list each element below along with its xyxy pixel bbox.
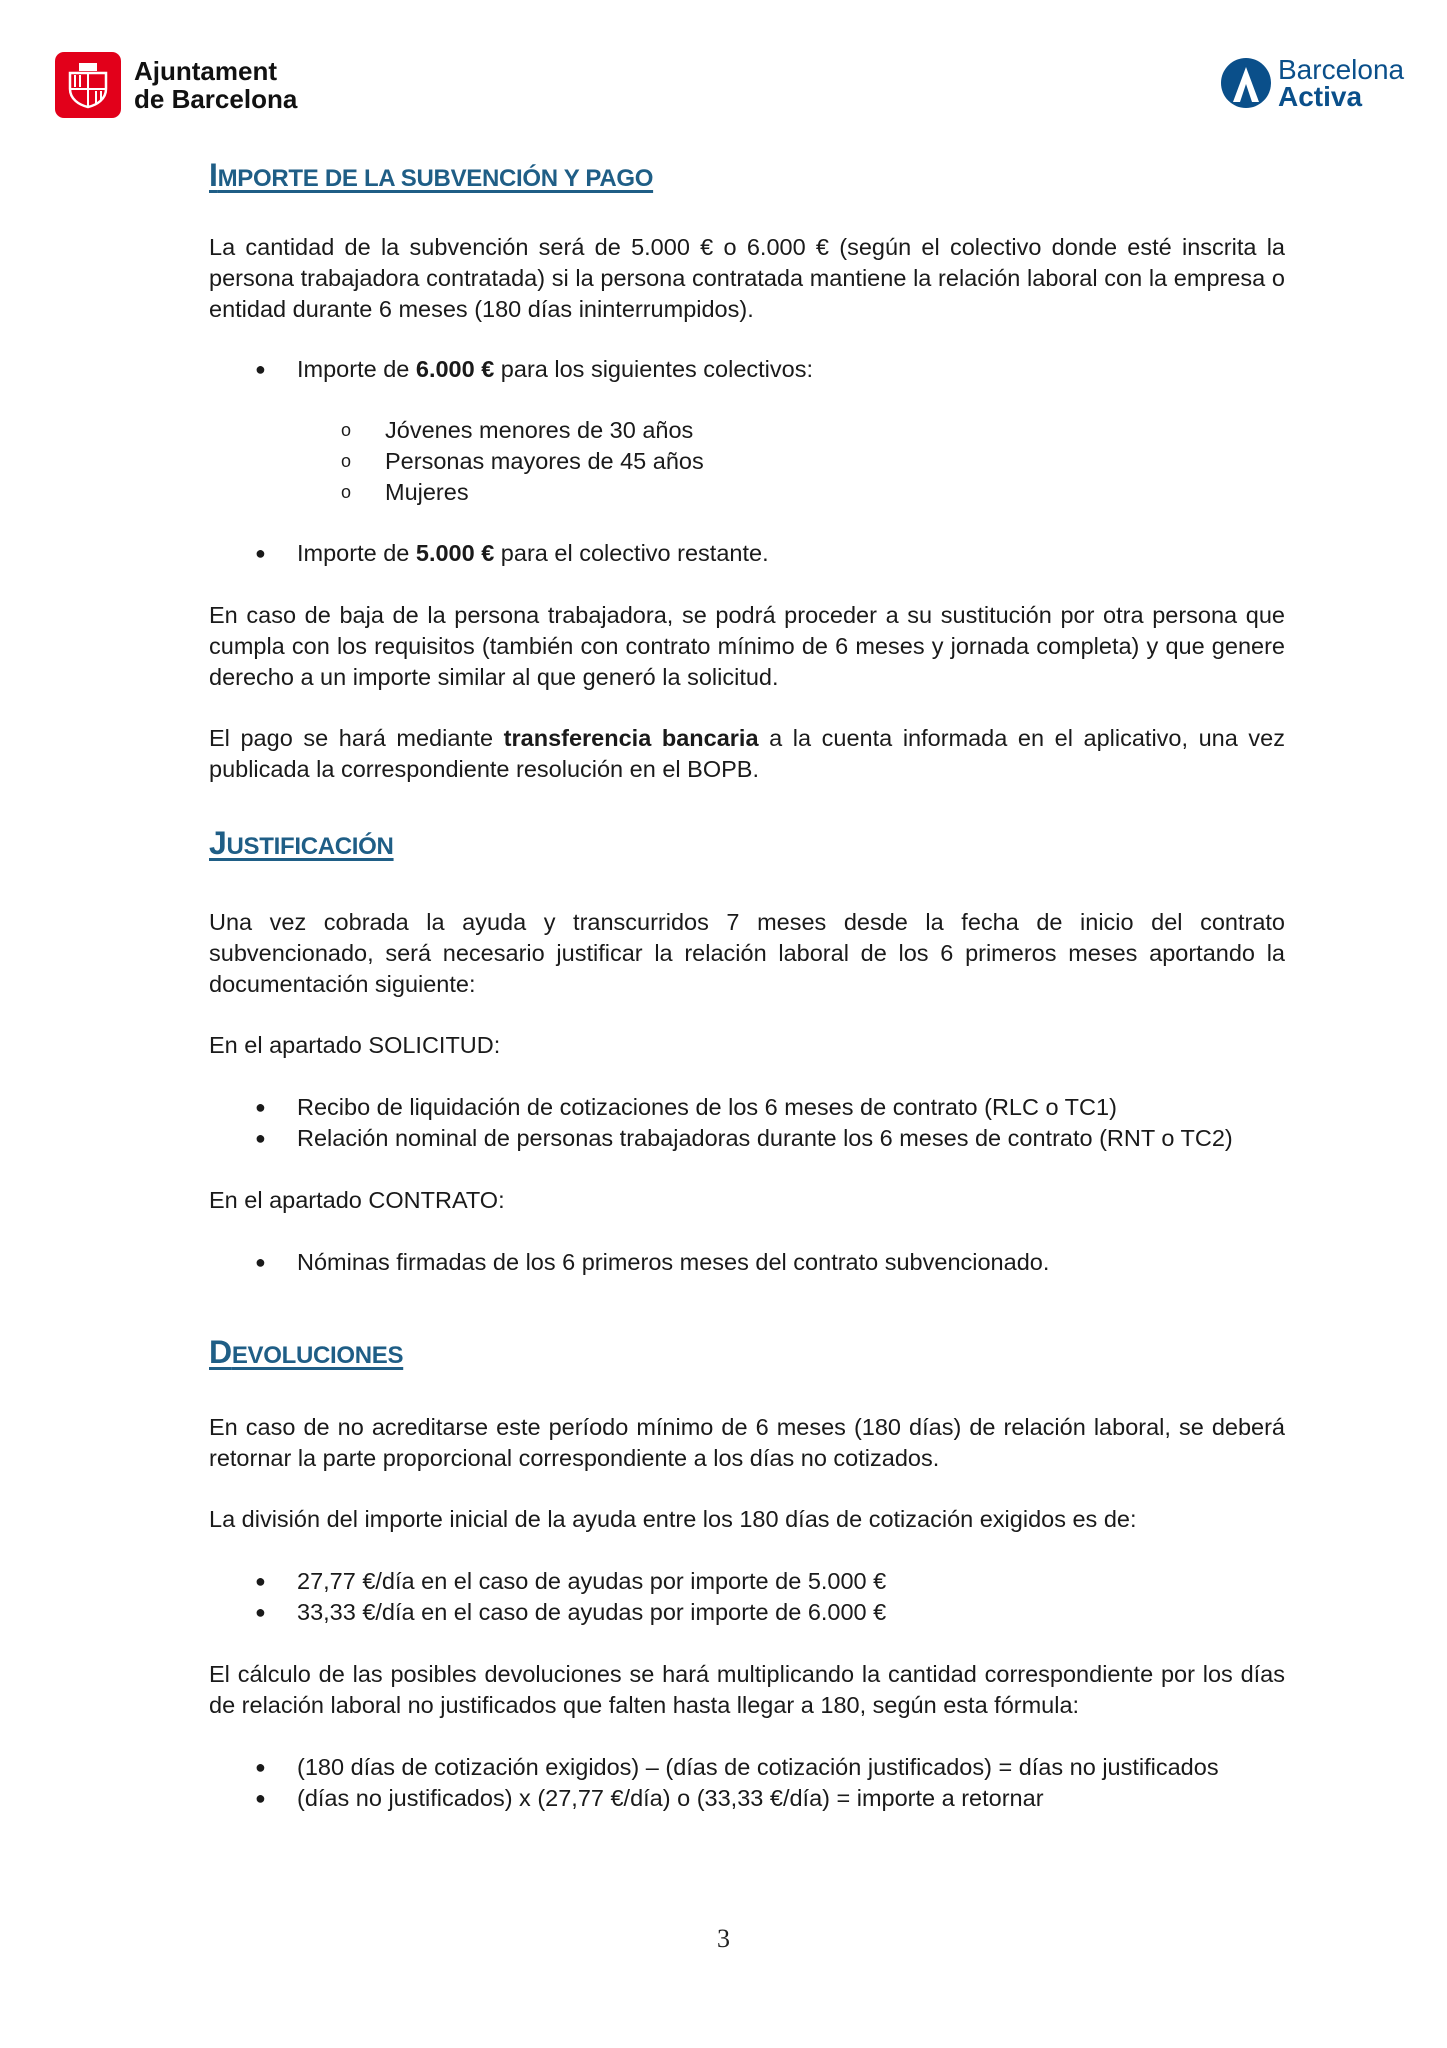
list-item-text: (180 días de cotización exigidos) – (días de cotización justificados) = días no justificados bbox=[297, 1754, 1219, 1780]
barcelona-activa-line1: Barcelona bbox=[1278, 54, 1405, 85]
list-item-text: (días no justificados) x (27,77 €/día) o (33,33 €/día) = importe a retornar bbox=[297, 1785, 1044, 1811]
ajuntament-logo-text bbox=[134, 57, 297, 113]
list-item-text: para los siguientes colectivos: bbox=[494, 356, 813, 382]
heading-rest: MPORTE DE LA SUBVENCIÓN Y PAGO bbox=[217, 165, 654, 192]
bullet-icon: ● bbox=[255, 1602, 266, 1622]
section-heading-justificacion bbox=[209, 825, 394, 862]
barcelona-activa-logo-text bbox=[1278, 56, 1404, 110]
list-item-text: 33,33 €/día en el caso de ayudas por importe de 6.000 € bbox=[297, 1599, 887, 1625]
heading-initial: D bbox=[209, 1334, 232, 1370]
paragraph: En el apartado CONTRATO: bbox=[209, 1187, 505, 1213]
ajuntament-logo-line1: Ajuntament bbox=[134, 56, 277, 86]
list-item-text: Nóminas firmadas de los 6 primeros meses del contrato subvencionado. bbox=[297, 1249, 1050, 1275]
barcelona-activa-line2: Activa bbox=[1278, 81, 1363, 112]
list-item-bold: 6.000 € bbox=[415, 356, 495, 382]
list-item-text: Importe de bbox=[297, 540, 416, 566]
sub-list-item-text: Jóvenes menores de 30 años bbox=[385, 417, 694, 443]
circle-bullet-icon: o bbox=[341, 482, 352, 502]
circle-bullet-icon: o bbox=[341, 451, 352, 471]
paragraph-text: a la cuenta informada en el aplicativo, una vez publicada la correspondiente resolución en el BOPB. bbox=[209, 725, 1285, 782]
list-item-bold: 5.000 € bbox=[415, 540, 495, 566]
list-item-text: Recibo de liquidación de cotizaciones de los 6 meses de contrato (RLC o TC1) bbox=[297, 1094, 1117, 1120]
bullet-icon: ● bbox=[255, 1788, 266, 1808]
circle-bullet-icon: o bbox=[341, 420, 352, 440]
barcelona-activa-logo bbox=[1220, 56, 1404, 110]
bullet-icon: ● bbox=[255, 1757, 266, 1777]
barcelona-shield-icon bbox=[55, 52, 121, 118]
bullet-icon: ● bbox=[255, 1571, 266, 1591]
bullet-icon: ● bbox=[255, 1128, 266, 1148]
paragraph: En el apartado SOLICITUD: bbox=[209, 1032, 501, 1058]
bullet-icon: ● bbox=[255, 1097, 266, 1117]
paragraph: Una vez cobrada la ayuda y transcurridos 7 meses desde la fecha de inicio del contrato subvencionado, será necesario justificar la relación laboral de los 6 primeros meses aportando la documentación siguiente: bbox=[209, 909, 1285, 997]
list-item-text: 27,77 €/día en el caso de ayudas por importe de 5.000 € bbox=[297, 1568, 887, 1594]
paragraph: La cantidad de la subvención será de 5.000 € o 6.000 € (según el colectivo donde esté inscrita la persona trabajadora contratada) si la persona contratada mantiene la relación laboral con la empresa o entidad durante 6 meses (180 días ininterrumpidos). bbox=[209, 234, 1285, 322]
paragraph: La división del importe inicial de la ayuda entre los 180 días de cotización exigidos es de: bbox=[209, 1506, 1137, 1532]
ajuntament-logo-line2: de Barcelona bbox=[134, 84, 298, 114]
heading-initial: I bbox=[209, 157, 218, 193]
paragraph: En caso de no acreditarse este período mínimo de 6 meses (180 días) de relación laboral, se deberá retornar la parte proporcional correspondiente a los días no cotizados. bbox=[209, 1414, 1285, 1471]
list-item-text: para el colectivo restante. bbox=[494, 540, 769, 566]
list-item-text: Importe de bbox=[297, 356, 416, 382]
heading-rest: EVOLUCIONES bbox=[231, 1342, 404, 1369]
paragraph-bold: transferencia bancaria bbox=[503, 725, 759, 751]
sub-list-item-text: Mujeres bbox=[385, 479, 469, 505]
paragraph: El cálculo de las posibles devoluciones se hará multiplicando la cantidad correspondiente por los días de relación laboral no justificados que falten hasta llegar a 180, según esta fórmula: bbox=[209, 1661, 1285, 1718]
section-heading-devoluciones bbox=[209, 1334, 404, 1371]
paragraph bbox=[209, 723, 1285, 785]
bullet-icon: ● bbox=[255, 543, 266, 563]
heading-rest: USTIFICACIÓN bbox=[226, 833, 394, 860]
page-number: 3 bbox=[717, 1924, 730, 1953]
ajuntament-logo bbox=[55, 52, 297, 118]
sub-list-item-text: Personas mayores de 45 años bbox=[385, 448, 704, 474]
bullet-icon: ● bbox=[255, 359, 266, 379]
paragraph-text: El pago se hará mediante bbox=[209, 725, 504, 751]
paragraph: En caso de baja de la persona trabajadora, se podrá proceder a su sustitución por otra persona que cumpla con los requisitos (también con contrato mínimo de 6 meses y jornada completa) y que genere derecho a un importe similar al que generó la solicitud. bbox=[209, 602, 1285, 690]
activa-a-icon bbox=[1220, 57, 1272, 109]
heading-initial: J bbox=[209, 825, 227, 861]
bullet-icon: ● bbox=[255, 1252, 266, 1272]
list-item-text: Relación nominal de personas trabajadoras durante los 6 meses de contrato (RNT o TC2) bbox=[297, 1125, 1233, 1151]
section-heading-importe bbox=[209, 157, 654, 194]
